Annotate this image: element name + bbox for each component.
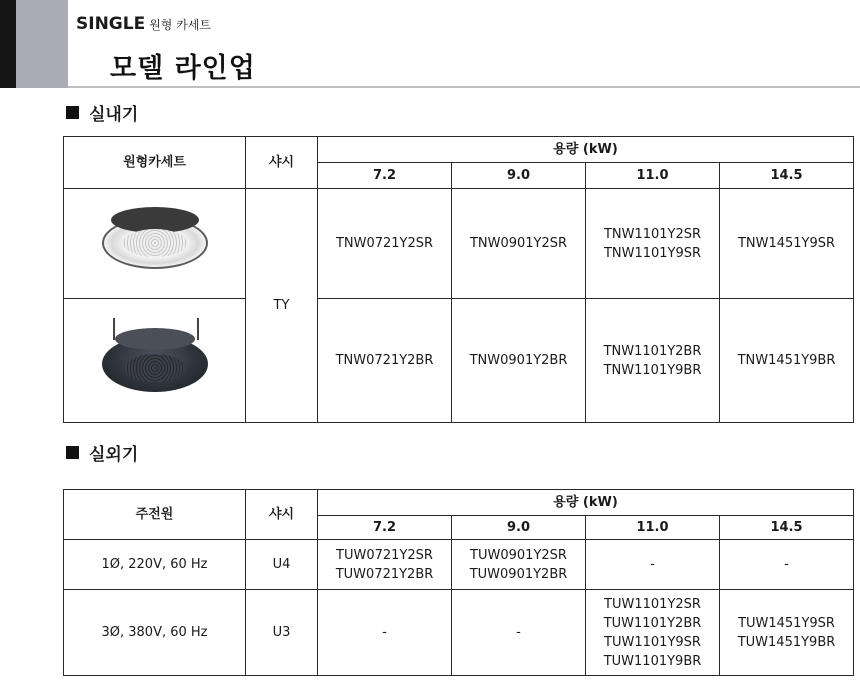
- outdoor-capacity-cell: 9.0: [452, 516, 586, 540]
- model-code: TUW0901Y2SR: [470, 547, 567, 563]
- model-cell: [586, 590, 720, 676]
- table-row: [64, 590, 854, 676]
- white-round-cassette-image: [85, 199, 225, 289]
- model-cell: [452, 540, 586, 590]
- model-cell: [452, 299, 586, 423]
- model-code: -: [382, 625, 387, 640]
- chassis-cell: U3: [246, 590, 318, 676]
- model-cell: [318, 540, 452, 590]
- chassis-cell: U4: [246, 540, 318, 590]
- model-code: TNW1451Y9BR: [737, 353, 836, 368]
- model-code: -: [516, 625, 521, 640]
- model-code: TUW0721Y2SR: [336, 547, 433, 563]
- bullet-square-icon: [66, 446, 79, 459]
- model-cell: [586, 299, 720, 423]
- model-cell: [720, 299, 854, 423]
- model-code: TNW1451Y9SR: [737, 236, 836, 251]
- model-cell: [720, 590, 854, 676]
- subtitle-sub: 원형 카세트: [149, 18, 211, 32]
- model-cell: [586, 540, 720, 590]
- subtitle-main: SINGLE: [76, 14, 146, 34]
- indoor-table: [63, 136, 854, 423]
- product-image-cell: [64, 299, 246, 423]
- header-divider: [68, 86, 860, 88]
- outdoor-col-power: 주전원: [64, 490, 246, 540]
- page-title: 모델 라인업: [110, 53, 256, 84]
- indoor-capacity-cell: 14.5: [720, 163, 854, 189]
- outdoor-table: [63, 489, 854, 676]
- header-accent-grey: [16, 0, 68, 88]
- outdoor-col-chassis: 샤시: [246, 490, 318, 540]
- model-code: TUW1451Y9SR: [738, 615, 835, 631]
- model-code: -: [650, 557, 655, 572]
- model-code: TNW0721Y2BR: [335, 353, 434, 368]
- indoor-header-row: [64, 137, 854, 163]
- model-code: TUW1101Y9SR: [604, 634, 701, 650]
- model-code: TNW0901Y2SR: [469, 236, 568, 251]
- bullet-square-icon: [66, 106, 79, 119]
- black-round-cassette-image: [85, 316, 225, 406]
- outdoor-section-label: 실외기: [89, 445, 139, 465]
- outdoor-capacity-cell: 14.5: [720, 516, 854, 540]
- header-subtitle: [76, 14, 211, 34]
- power-cell: 1Ø, 220V, 60 Hz: [64, 540, 246, 590]
- indoor-col-chassis: 샤시: [246, 137, 318, 189]
- product-image-cell: [64, 189, 246, 299]
- model-code: TUW1451Y9BR: [737, 634, 836, 650]
- model-code: TUW1101Y9BR: [603, 653, 702, 669]
- model-code: TUW0901Y2BR: [469, 566, 568, 582]
- model-cell: [318, 189, 452, 299]
- model-code: TUW0721Y2BR: [335, 566, 434, 582]
- indoor-chassis-value: TY: [246, 189, 318, 423]
- indoor-capacity-header: 용량 (kW): [318, 137, 854, 163]
- model-cell: [452, 590, 586, 676]
- model-code: TNW0721Y2SR: [335, 236, 434, 251]
- model-code: TNW1101Y9SR: [603, 245, 702, 261]
- model-cell: [586, 189, 720, 299]
- outdoor-section-title: [66, 440, 138, 465]
- model-cell: [720, 189, 854, 299]
- outdoor-capacity-cell: 11.0: [586, 516, 720, 540]
- model-code: TNW1101Y9BR: [603, 362, 702, 378]
- model-cell: [318, 590, 452, 676]
- model-code: -: [784, 557, 789, 572]
- indoor-capacity-cell: 7.2: [318, 163, 452, 189]
- model-code: TNW1101Y2SR: [603, 226, 702, 242]
- table-row: [64, 299, 854, 423]
- indoor-section-title: [66, 100, 138, 125]
- page-header: [0, 0, 860, 90]
- outdoor-header-row: [64, 490, 854, 516]
- model-cell: [452, 189, 586, 299]
- indoor-col-product: 원형카세트: [64, 137, 246, 189]
- power-cell: 3Ø, 380V, 60 Hz: [64, 590, 246, 676]
- indoor-capacity-cell: 11.0: [586, 163, 720, 189]
- indoor-section-label: 실내기: [89, 105, 139, 125]
- outdoor-capacity-header: 용량 (kW): [318, 490, 854, 516]
- table-row: [64, 540, 854, 590]
- model-code: TUW1101Y2SR: [604, 596, 701, 612]
- model-code: TUW1101Y2BR: [603, 615, 702, 631]
- model-code: TNW1101Y2BR: [603, 343, 702, 359]
- model-cell: [318, 299, 452, 423]
- model-cell: [720, 540, 854, 590]
- model-code: TNW0901Y2BR: [469, 353, 568, 368]
- outdoor-capacity-cell: 7.2: [318, 516, 452, 540]
- table-row: [64, 189, 854, 299]
- indoor-capacity-cell: 9.0: [452, 163, 586, 189]
- header-accent-dark: [0, 0, 16, 88]
